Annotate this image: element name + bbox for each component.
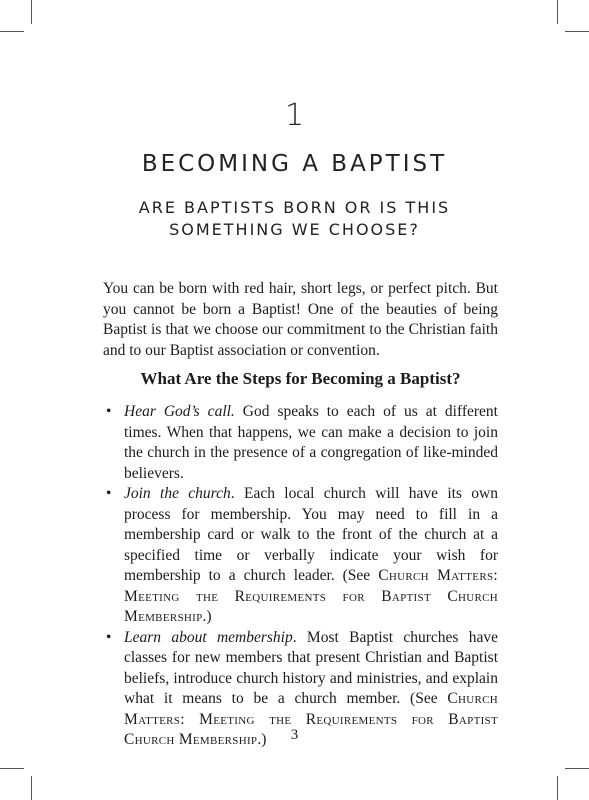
crop-mark (31, 0, 32, 24)
step-term: Learn about membership (124, 628, 293, 646)
step-text-end: .) (202, 608, 212, 625)
crop-mark (557, 776, 558, 800)
crop-mark (0, 768, 24, 769)
step-text: . Most Baptist churches have classes for new members that present Christian and Baptist beliefs, introduce church history and ministries, and explain what it means to be a church member. (See (124, 628, 498, 707)
intro-paragraph: You can be born with red hair, short legs, or perfect pitch. But you cannot be born a Baptist! One of the beauties of being Baptist is that we choose our commitment to the Christian faith and to our Baptist association or convention. (103, 280, 498, 359)
steps-list (103, 402, 498, 751)
cross-reference: Church Matters: Meeting the Requirements for Baptist Church Membership (124, 567, 498, 625)
step-term: Hear God’s call. (124, 403, 235, 420)
step-text: God speaks to each of us at different times. When that happens, we can make a decision to join the church in the presence of a congregation of like-minded believers. (124, 403, 498, 482)
step-text-end: .) (257, 731, 267, 748)
crop-mark (557, 0, 558, 24)
list-item (103, 484, 498, 628)
crop-mark (0, 31, 24, 32)
crop-mark (565, 31, 589, 32)
section-heading: What Are the Steps for Becoming a Baptist? (140, 369, 461, 388)
step-text: . Each local church will have its own process for membership. You may need to fill in a membership card or walk to the front of the church at a specified time or verbally indicate your wish for membership to a church leader. (See (124, 485, 498, 584)
bullet-icon: • (106, 485, 112, 502)
chapter-subtitle-line: ARE BAPTISTS BORN OR IS THIS (138, 198, 451, 217)
chapter-subtitle-line: SOMETHING WE CHOOSE? (169, 220, 420, 239)
chapter-subtitle (0, 197, 589, 241)
cross-reference: Church Matters: Meeting the Requirements for Baptist Church Membership (124, 690, 498, 748)
crop-mark (31, 776, 32, 800)
bullet-icon: • (106, 403, 112, 420)
chapter-title: BECOMING A BAPTIST (141, 151, 448, 177)
list-item (103, 402, 498, 484)
page-number: 3 (290, 727, 299, 743)
bullet-icon: • (106, 628, 112, 646)
chapter-number: 1 (284, 98, 305, 133)
crop-mark (565, 768, 589, 769)
step-term: Join the church (124, 485, 231, 502)
